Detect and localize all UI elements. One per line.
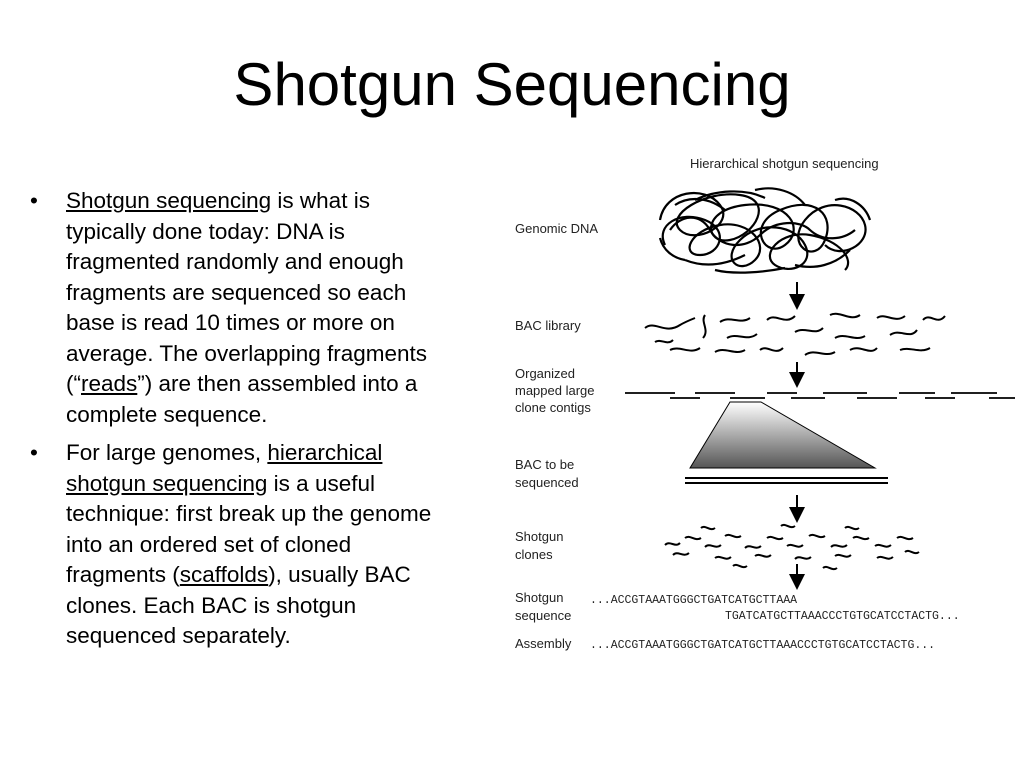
hierarchical-shotgun-figure — [505, 150, 1020, 670]
label-shotgun-clones-2: clones — [515, 547, 553, 562]
sequence-assembly: ...ACCGTAAATGGGCTGATCATGCTTAAACCCTGTGCATCCTACTG... — [590, 639, 936, 652]
bullet-item — [26, 438, 436, 652]
figure-title: Hierarchical shotgun sequencing — [690, 156, 879, 171]
bullet-list — [26, 186, 436, 660]
bullet-dot: • — [30, 440, 38, 465]
label-organized-1: Organized — [515, 366, 575, 381]
term-shotgun-sequencing: Shotgun sequencing — [66, 188, 272, 213]
label-shotgun-seq-2: sequence — [515, 608, 572, 623]
label-bac-seq-1: BAC to be — [515, 457, 575, 472]
label-bac-seq-2: sequenced — [515, 475, 579, 490]
label-organized-2: mapped large — [515, 383, 595, 398]
genomic-dna-tangle-icon — [660, 188, 870, 272]
bac-expansion-icon — [690, 402, 875, 468]
bullet-text: is a useful technique: first break up the genome into an ordered set of cloned fragments ( — [66, 470, 432, 587]
label-organized-3: clone contigs — [515, 400, 591, 415]
label-assembly: Assembly — [515, 636, 572, 651]
shotgun-clones-fragments-icon — [665, 525, 919, 569]
label-bac-library: BAC library — [515, 318, 581, 333]
bac-library-fragments-icon — [645, 314, 945, 355]
bullet-text: For large genomes, — [66, 440, 268, 465]
term-hierarchical-shotgun: hierarchical shotgun sequencing — [66, 440, 383, 496]
sequence-read-2: TGATCATGCTTAAACCCTGTGCATCCTACTG... — [725, 610, 960, 623]
bullet-item — [26, 186, 436, 430]
bullet-text: ”) are then assembled into a complete sequence. — [66, 371, 418, 427]
bullet-text: is what is typically done today: DNA is fragmented randomly and enough fragments are sequenced so each base is read 10 times or more on average. The overlapping fragments (“ — [66, 188, 428, 396]
label-genomic-dna: Genomic DNA — [515, 221, 599, 236]
sequence-read-1: ...ACCGTAAATGGGCTGATCATGCTTAAA — [590, 594, 798, 607]
bullet-dot: • — [30, 188, 38, 213]
term-reads: reads — [81, 371, 138, 396]
clone-contigs-icon — [625, 393, 1015, 398]
label-shotgun-clones-1: Shotgun — [515, 529, 564, 544]
bullet-text: ), usually BAC clones. Each BAC is shotgun sequenced separately. — [66, 562, 411, 648]
slide-title: Shotgun Sequencing — [233, 51, 791, 118]
label-shotgun-seq-1: Shotgun — [515, 590, 564, 605]
term-scaffolds: scaffolds — [179, 562, 269, 587]
